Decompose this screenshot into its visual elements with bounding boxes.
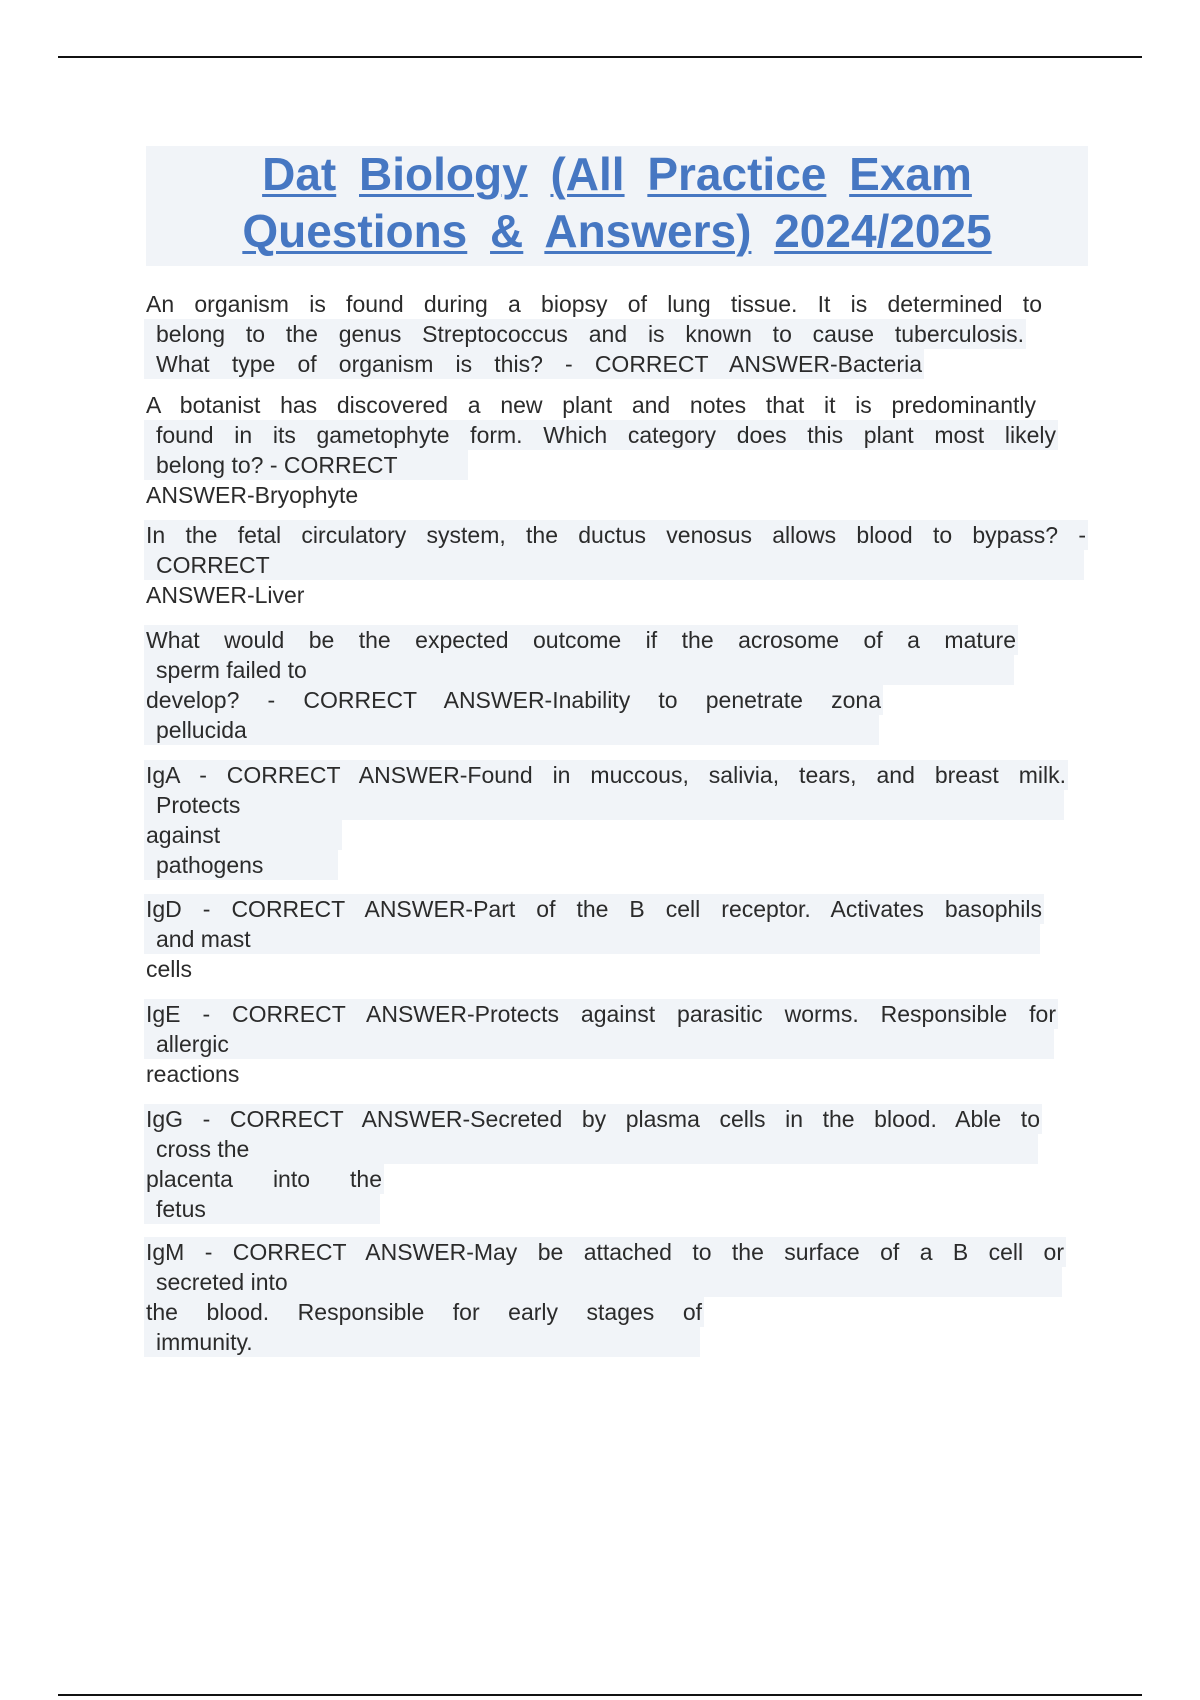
qa-line: Protects [144, 790, 1064, 820]
qa-line: placenta into the [146, 1166, 382, 1192]
top-rule [58, 56, 1142, 58]
qa-line: found in its gametophyte form. Which category does this plant most likely [144, 420, 1058, 450]
qa-line: IgD - CORRECT ANSWER-Part of the B cell receptor. Activates basophils [146, 896, 1042, 922]
qa-item-igm [144, 1237, 1069, 1357]
title-line-1 [146, 146, 1088, 203]
title-word[interactable]: Dat [262, 148, 337, 200]
qa-item-igd [144, 894, 1044, 984]
qa-item-4 [144, 625, 1024, 745]
qa-line: the blood. Responsible for early stages of [146, 1299, 702, 1325]
qa-line: immunity. [144, 1327, 700, 1357]
qa-line: What would be the expected outcome if the acrosome of a mature [146, 627, 1016, 653]
title-word[interactable]: Questions [242, 205, 468, 257]
title-word[interactable]: Biology [359, 148, 528, 200]
qa-line: develop? - CORRECT ANSWER-Inability to penetrate zona [146, 687, 881, 713]
qa-line: pathogens [144, 850, 338, 880]
qa-item-ige [144, 999, 1064, 1089]
qa-line: against [144, 820, 342, 850]
qa-line: IgE - CORRECT ANSWER-Protects against parasitic worms. Responsible for [146, 1001, 1056, 1027]
qa-item-iga [144, 760, 1074, 880]
qa-line: What type of organism is this? - CORRECT ANSWER-Bacteria [144, 349, 924, 379]
title-line-2 [146, 203, 1088, 260]
qa-item-1 [144, 289, 1044, 379]
qa-line: ANSWER-Bryophyte [146, 482, 359, 508]
qa-line: allergic [144, 1029, 1054, 1059]
qa-line: cells [146, 956, 193, 982]
title-word[interactable]: Exam [849, 148, 972, 200]
qa-line: ANSWER-Liver [146, 582, 305, 608]
title-word[interactable]: Answers) [544, 205, 752, 257]
title-word[interactable]: (All [550, 148, 625, 200]
bottom-rule [58, 1694, 1142, 1696]
qa-line: IgG - CORRECT ANSWER-Secreted by plasma cells in the blood. Able to [146, 1106, 1040, 1132]
qa-line: pellucida [144, 715, 879, 745]
title-word[interactable]: & [490, 205, 524, 257]
qa-item-3 [144, 520, 1088, 610]
qa-line: IgA - CORRECT ANSWER-Found in muccous, salivia, tears, and breast milk. [146, 762, 1066, 788]
qa-item-2 [144, 390, 1060, 510]
qa-item-igg [144, 1104, 1044, 1224]
qa-line: fetus [144, 1194, 380, 1224]
title-word[interactable]: Practice [647, 148, 827, 200]
title-word[interactable]: 2024/2025 [774, 205, 992, 257]
qa-line: secreted into [144, 1267, 1062, 1297]
qa-line: and mast [144, 924, 1040, 954]
qa-line: In the fetal circulatory system, the ductus venosus allows blood to bypass? - [146, 522, 1086, 548]
qa-line: cross the [144, 1134, 1038, 1164]
document-title [146, 146, 1088, 266]
qa-line: sperm failed to [144, 655, 1014, 685]
qa-line: An organism is found during a biopsy of lung tissue. It is determined to [146, 291, 1042, 317]
qa-line: reactions [146, 1061, 240, 1087]
qa-line: belong to the genus Streptococcus and is known to cause tuberculosis. [144, 319, 1026, 349]
qa-line: A botanist has discovered a new plant and notes that it is predominantly [146, 392, 1036, 418]
qa-line: belong to? - CORRECT [144, 450, 468, 480]
qa-line: CORRECT [144, 550, 1084, 580]
qa-line: IgM - CORRECT ANSWER-May be attached to the surface of a B cell or [146, 1239, 1064, 1265]
